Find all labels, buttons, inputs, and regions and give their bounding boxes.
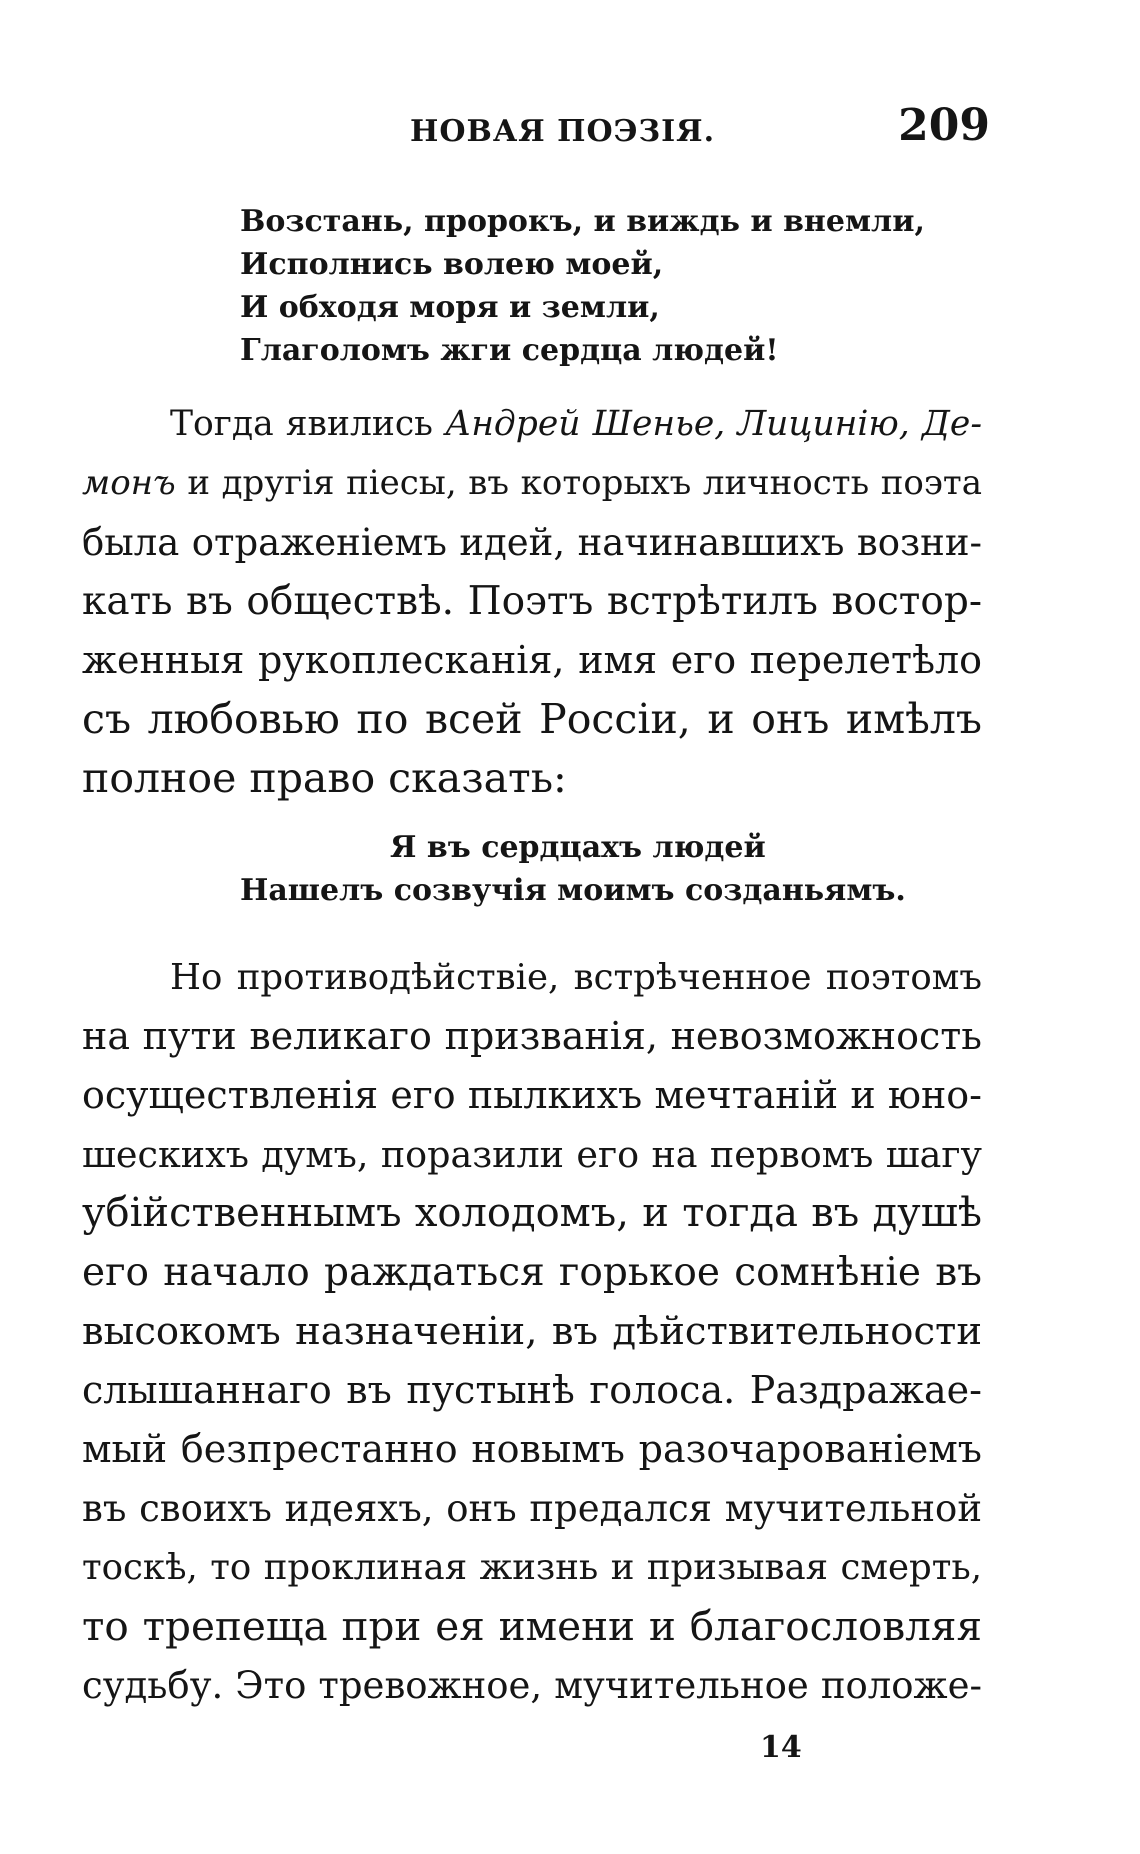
verse-quote-hearts bbox=[240, 826, 906, 912]
paragraph-line: Но противодѣйствіе, встрѣченное поэтомъ bbox=[170, 957, 982, 998]
paragraph-1 bbox=[82, 395, 982, 808]
paragraph-line: съ любовью по всей Россіи, и онъ имѣлъ bbox=[82, 695, 982, 743]
verse-line: Исполнись волею моей, bbox=[240, 247, 664, 282]
text-run: Тогда явились bbox=[170, 404, 446, 444]
paragraph-line: то трепеща при ея имени и благословляя bbox=[82, 1602, 982, 1650]
verse-line: И обходя моря и земли, bbox=[240, 290, 660, 325]
running-title: НОВАЯ ПОЭЗІЯ. bbox=[410, 114, 716, 149]
paragraph-line: его начало раждаться горькое сомнѣніе въ bbox=[82, 1250, 982, 1295]
paragraph-line: въ своихъ идеяхъ, онъ предался мучительной bbox=[82, 1487, 982, 1530]
paragraph-line: осуществленія его пылкихъ мечтаній и юно- bbox=[82, 1073, 982, 1117]
verse-line: Я въ сердцахъ людей bbox=[390, 830, 766, 865]
paragraph-line: женныя рукоплесканія, имя его перелетѣло bbox=[82, 638, 982, 682]
paragraph-line: кать въ обществѣ. Поэтъ встрѣтилъ востор- bbox=[82, 579, 982, 624]
paragraph-line: высокомъ назначеніи, въ дѣйствительности bbox=[82, 1309, 982, 1354]
verse-line: Глаголомъ жги сердца людей! bbox=[240, 333, 779, 368]
paragraph-2 bbox=[82, 948, 982, 1715]
verse-line: Возстань, пророкъ, и виждь и внемли, bbox=[240, 204, 925, 239]
text-run: и другія піесы, въ которыхъ личность поэта bbox=[175, 463, 982, 503]
italic-titles: Андрей Шенье, Лицинію, Де- bbox=[445, 404, 982, 444]
italic-title: монъ bbox=[82, 463, 176, 503]
paragraph-line: шескихъ думъ, поразили его на первомъ шагу bbox=[82, 1133, 982, 1176]
paragraph-line: была отраженіемъ идей, начинавшихъ возни- bbox=[82, 521, 982, 564]
paragraph-line: судьбу. Это тревожное, мучительное положе- bbox=[82, 1664, 982, 1707]
paragraph-line: тоскѣ, то проклиная жизнь и призывая смерть, bbox=[82, 1547, 982, 1588]
paragraph-line: полное право сказать: bbox=[82, 754, 567, 802]
paragraph-line: на пути великаго призванія, невозможность bbox=[82, 1014, 982, 1058]
signature-mark: 14 bbox=[760, 1730, 802, 1765]
page-number: 209 bbox=[898, 100, 990, 151]
paragraph-line: мый безпрестанно новымъ разочарованіемъ bbox=[82, 1427, 982, 1471]
paragraph-line: слышаннаго въ пустынѣ голоса. Раздражае- bbox=[82, 1368, 982, 1412]
verse-line: Нашелъ созвучія моимъ созданьямъ. bbox=[240, 873, 906, 908]
verse-quote-prophet bbox=[240, 200, 925, 372]
running-head bbox=[90, 100, 990, 160]
paragraph-line bbox=[82, 454, 982, 513]
paragraph-line: убійственнымъ холодомъ, и тогда въ душѣ bbox=[82, 1190, 982, 1236]
paragraph-line bbox=[82, 395, 982, 454]
